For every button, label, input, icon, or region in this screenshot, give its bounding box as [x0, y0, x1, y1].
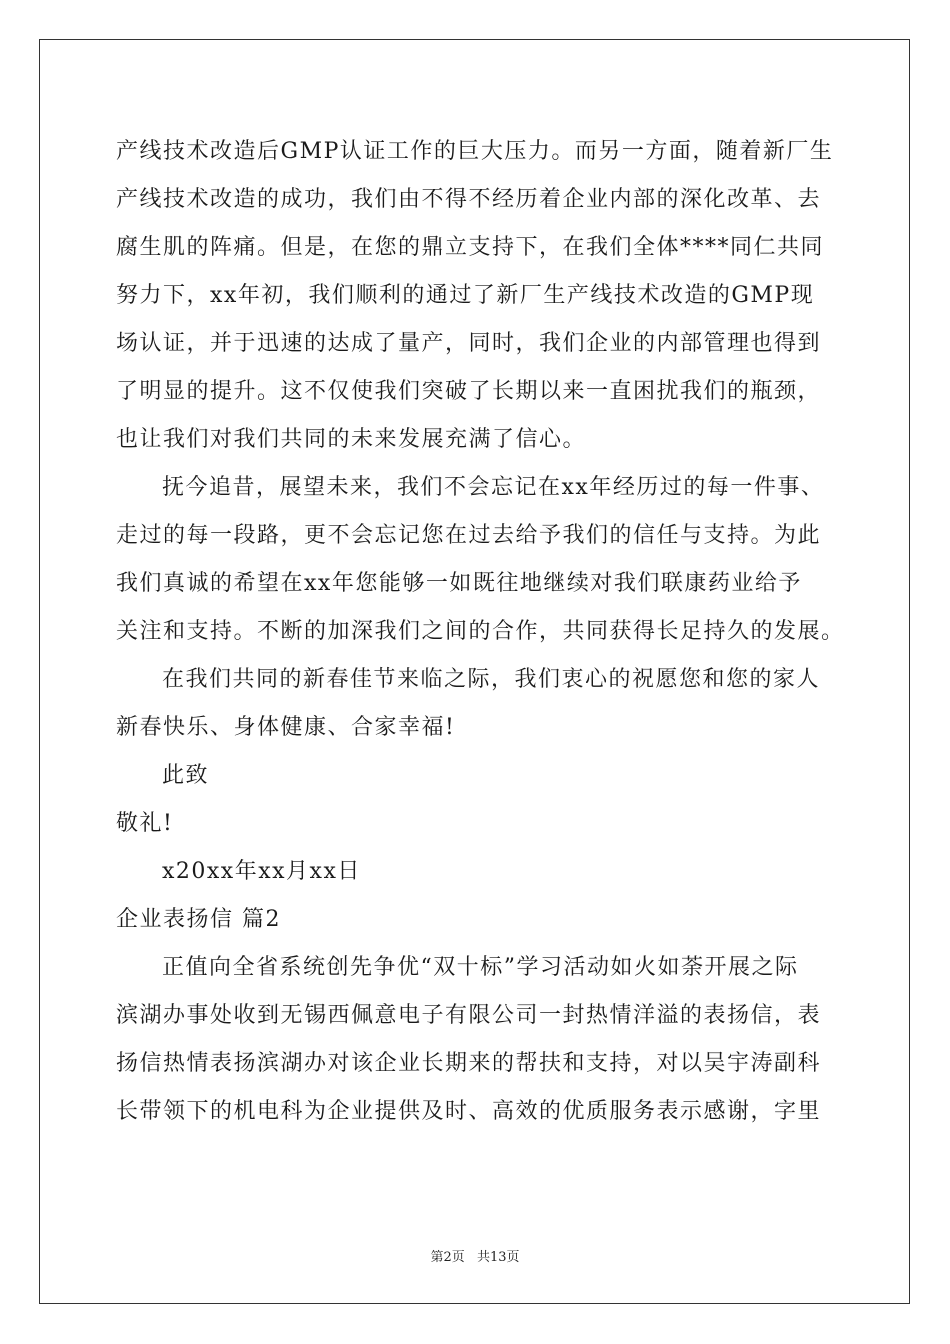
text-line: 关注和支持。不断的加深我们之间的合作，共同获得长足持久的发展。 [116, 619, 845, 644]
document-body [116, 128, 856, 1136]
text-line: 努力下，xx年初，我们顺利的通过了新厂生产线技术改造的GMP现 [116, 283, 815, 308]
page-number: 第2页 [430, 1250, 465, 1265]
letter-date: x20xx年xx月xx日 [162, 859, 361, 884]
text-line: 正值向全省系统创先争优“双十标”学习活动如火如荼开展之际 [162, 955, 799, 980]
closing-regards: 敬礼! [116, 811, 174, 836]
text-line: 产线技术改造后GMP认证工作的巨大压力。而另一方面，随着新厂生 [116, 139, 834, 164]
text-line: 腐生肌的阵痛。但是，在您的鼎立支持下，在我们全体****同仁共同 [116, 235, 825, 260]
text-line: 新春快乐、身体健康、合家幸福! [116, 715, 456, 740]
text-line: 扬信热情表扬滨湖办对该企业长期来的帮扶和支持，对以吴宇涛副科 [116, 1051, 822, 1076]
closing-salutation: 此致 [162, 763, 210, 788]
text-line: 也让我们对我们共同的未来发展充满了信心。 [116, 427, 587, 452]
text-line: 走过的每一段路，更不会忘记您在过去给予我们的信任与支持。为此 [116, 523, 822, 548]
page-total: 共13页 [476, 1250, 520, 1265]
text-line: 长带领下的机电科为企业提供及时、高效的优质服务表示感谢，字里 [116, 1099, 822, 1124]
text-line: 抚今追昔，展望未来，我们不会忘记在xx年经历过的每一件事、 [162, 475, 825, 500]
text-line: 滨湖办事处收到无锡西佩意电子有限公司一封热情洋溢的表扬信，表 [116, 1003, 822, 1028]
text-line: 在我们共同的新春佳节来临之际，我们衷心的祝愿您和您的家人 [162, 667, 821, 692]
section-heading: 企业表扬信 篇2 [116, 907, 281, 932]
text-line: 我们真诚的希望在xx年您能够一如既往地继续对我们联康药业给予 [116, 571, 802, 596]
page-footer [0, 1246, 950, 1265]
text-line: 场认证，并于迅速的达成了量产，同时，我们企业的内部管理也得到 [116, 331, 822, 356]
text-line: 产线技术改造的成功，我们由不得不经历着企业内部的深化改革、去 [116, 187, 822, 212]
text-line: 了明显的提升。这不仅使我们突破了长期以来一直困扰我们的瓶颈， [116, 379, 822, 404]
